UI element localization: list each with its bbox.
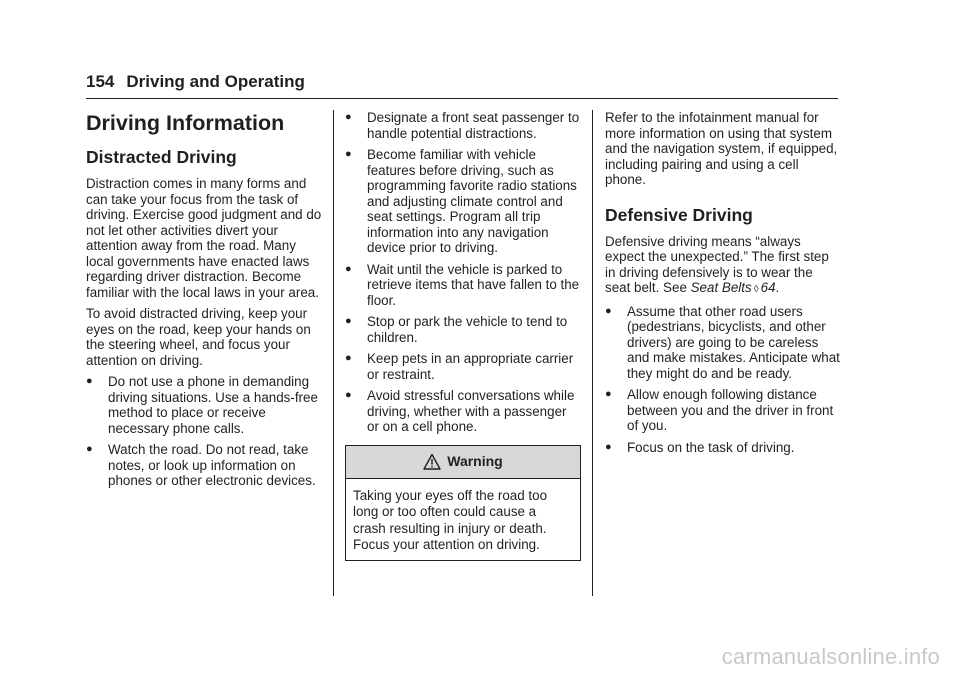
paragraph: Defensive driving means “always expect the unexpected.” The first step in driving defensively is to wear the seat belt. See Seat Belts ◊ 64. xyxy=(605,233,829,295)
bullet-dot: ● xyxy=(345,389,352,401)
list-item xyxy=(86,442,322,489)
header-rule xyxy=(86,98,838,99)
list-item-text: Allow enough following distance between you and the driver in front of you. xyxy=(627,387,834,433)
list-item-text: Keep pets in an appropriate carrier or restraint. xyxy=(367,351,574,382)
bullet-dot: ● xyxy=(605,440,612,453)
paragraph: Refer to the infotainment manual for more information on using that system and the navigation system, if equipped, including pairing and using a cell phone. xyxy=(605,110,838,187)
section-title: Driving and Operating xyxy=(126,72,305,91)
bullet-dot: ● xyxy=(345,262,352,275)
list-item xyxy=(86,374,322,436)
column-2 xyxy=(345,110,581,561)
list-item xyxy=(345,147,581,256)
paragraph-text: Defensive driving means “always expect the unexpected.” The first step in driving defensively is to wear the seat belt. See xyxy=(605,233,829,295)
distracted-driving-heading: Distracted Driving xyxy=(86,147,237,167)
list-item xyxy=(605,387,841,434)
warning-body: Taking your eyes off the road too long or too often could cause a crash resulting in injury or death. Focus your attention on driving. xyxy=(353,487,548,552)
list-item-text: Become familiar with vehicle features before driving, such as programming favorite radio stations and adjusting climate control and seat settings. Program all trip information into any navigation device prior to driving. xyxy=(367,147,577,255)
list-item-text: Avoid stressful conversations while driving, whether with a passenger or on a cell phone. xyxy=(367,388,575,434)
list-item xyxy=(605,440,841,456)
watermark: carmanualsonline.info xyxy=(721,644,940,669)
list-item-text: Designate a front seat passenger to handle potential distractions. xyxy=(367,110,580,141)
bullet-dot: ● xyxy=(605,304,612,317)
page-header xyxy=(86,72,305,96)
paragraph: Distraction comes in many forms and can take your focus from the task of driving. Exercise good judgment and do not let other activities divert your attention away from the road. Many local governments have enacted laws regarding driver distraction. Become familiar with the local laws in your area. xyxy=(86,176,322,300)
bullet-dot: ● xyxy=(345,148,352,160)
column-divider-2 xyxy=(592,110,593,596)
list-item xyxy=(345,262,581,309)
list-item-text: Watch the road. Do not read, take notes, or look up information on phones or other electronic devices. xyxy=(108,442,316,488)
bullet-dot: ● xyxy=(86,375,93,387)
main-heading: Driving Information xyxy=(86,111,285,135)
column-divider-1 xyxy=(333,110,334,596)
warning-box xyxy=(345,445,581,561)
paragraph: To avoid distracted driving, keep your eyes on the road, keep your hands on the steering wheel, and focus your attention on driving. xyxy=(86,306,311,368)
list-item xyxy=(605,304,841,382)
page-number: 154 xyxy=(86,72,115,91)
bullet-dot: ● xyxy=(345,352,352,364)
bullet-dot: ● xyxy=(345,315,352,327)
xref-page: 64 xyxy=(760,280,776,295)
list-item xyxy=(345,314,581,345)
warning-header xyxy=(346,446,580,479)
column-1 xyxy=(86,110,322,495)
bullet-dot: ● xyxy=(605,388,612,400)
seat-belts-link[interactable] xyxy=(691,280,776,295)
list-item xyxy=(345,351,581,382)
xref-label: Seat Belts xyxy=(690,280,752,295)
list-item-text: Assume that other road users (pedestrians, bicyclists, and other drivers) are going to be careless and make mistakes. Anticipate what they might do and be ready. xyxy=(627,303,840,381)
defensive-driving-heading: Defensive Driving xyxy=(605,204,753,225)
bullet-dot: ● xyxy=(86,443,93,455)
bullet-dot: ● xyxy=(345,111,352,123)
page-ref-arrow-icon: ◊ xyxy=(753,284,759,295)
list-item-text: Wait until the vehicle is parked to retrieve items that have fallen to the floor. xyxy=(367,261,580,308)
warning-label: Warning xyxy=(447,452,503,469)
warning-triangle-icon xyxy=(423,453,441,471)
list-item-text: Focus on the task of driving. xyxy=(627,439,795,455)
list-item-text: Do not use a phone in demanding driving situations. Use a hands-free method to place or receive necessary phone calls. xyxy=(108,374,318,436)
column-3 xyxy=(605,110,841,461)
list-item-text: Stop or park the vehicle to tend to children. xyxy=(367,314,568,345)
list-item xyxy=(345,110,581,141)
list-item xyxy=(345,388,581,435)
